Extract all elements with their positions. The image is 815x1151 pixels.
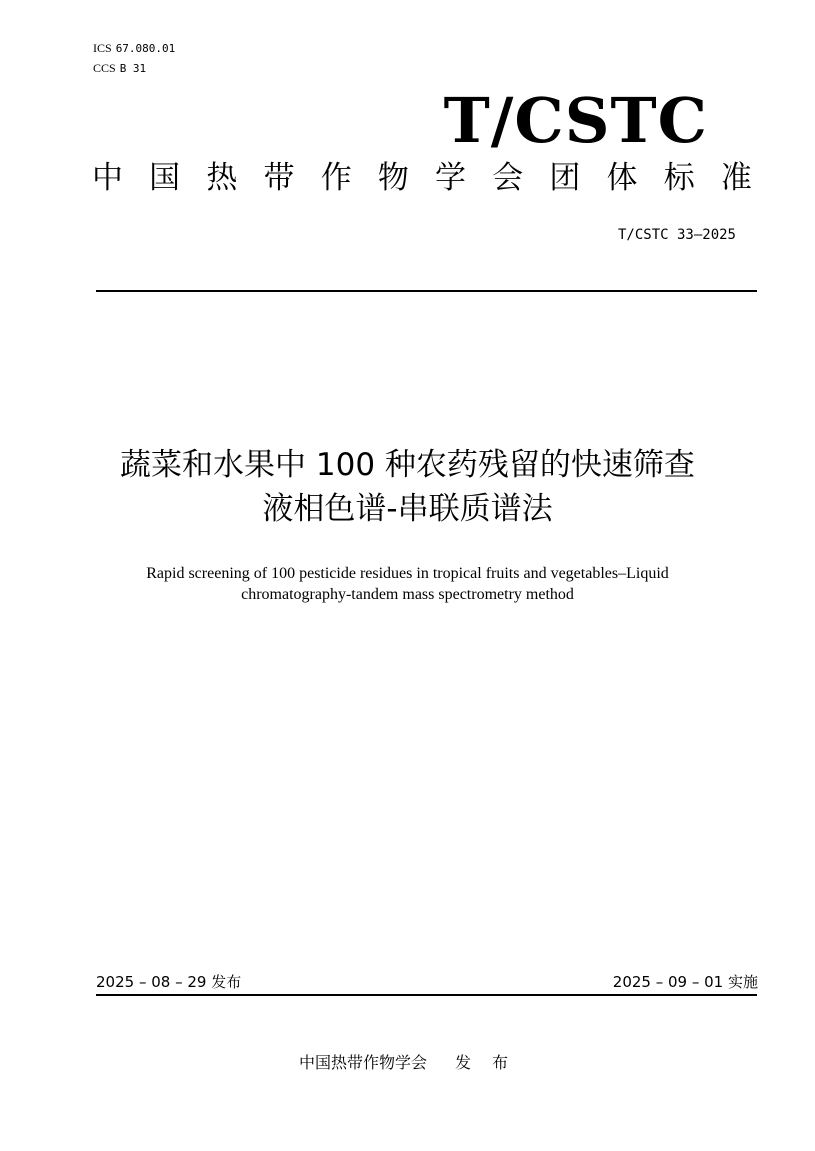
org-title-char: 标 [663, 160, 695, 196]
top-divider [96, 290, 757, 292]
title-en-line-2: chromatography-tandem mass spectrometry method [241, 586, 574, 603]
effective-date: 2025 – 09 – 01 实施 [612, 973, 758, 991]
document-title-chinese [0, 443, 815, 531]
title-cn-line-1: 蔬菜和水果中 100 种农药残留的快速筛查 [120, 447, 695, 483]
ics-label: ICS [93, 41, 112, 55]
org-title-char: 体 [606, 160, 638, 196]
ics-value: 67.080.01 [115, 42, 176, 55]
org-title-char: 团 [549, 160, 581, 196]
org-title-char: 国 [149, 160, 181, 196]
org-title-char: 带 [263, 160, 295, 196]
org-title-char: 准 [720, 160, 752, 196]
ccs-value: B 31 [119, 62, 147, 75]
org-title-char: 物 [377, 160, 409, 196]
document-title-english [60, 563, 755, 605]
bottom-divider [96, 994, 757, 996]
org-title-char: 会 [492, 160, 524, 196]
title-cn-line-2: 液相色谱-串联质谱法 [262, 491, 553, 527]
org-title-char: 作 [320, 160, 352, 196]
ccs-label: CCS [93, 61, 116, 75]
ics-code [93, 41, 175, 56]
standard-number: T/CSTC 33—2025 [617, 227, 736, 243]
publisher-line [0, 1052, 815, 1074]
org-title-char: 中 [92, 160, 123, 196]
ccs-code [93, 61, 146, 76]
standard-brand-logo: T/CSTC [443, 84, 708, 157]
organization-standard-title [92, 158, 752, 198]
title-en-line-1: Rapid screening of 100 pesticide residues in tropical fruits and vegetables–Liquid [146, 565, 669, 582]
publish-action: 发 布 [454, 1053, 517, 1072]
publish-date: 2025 – 08 – 29 发布 [96, 973, 242, 991]
org-title-char: 热 [206, 160, 238, 196]
publisher-name: 中国热带作物学会 [298, 1053, 427, 1072]
org-title-char: 学 [435, 160, 467, 196]
